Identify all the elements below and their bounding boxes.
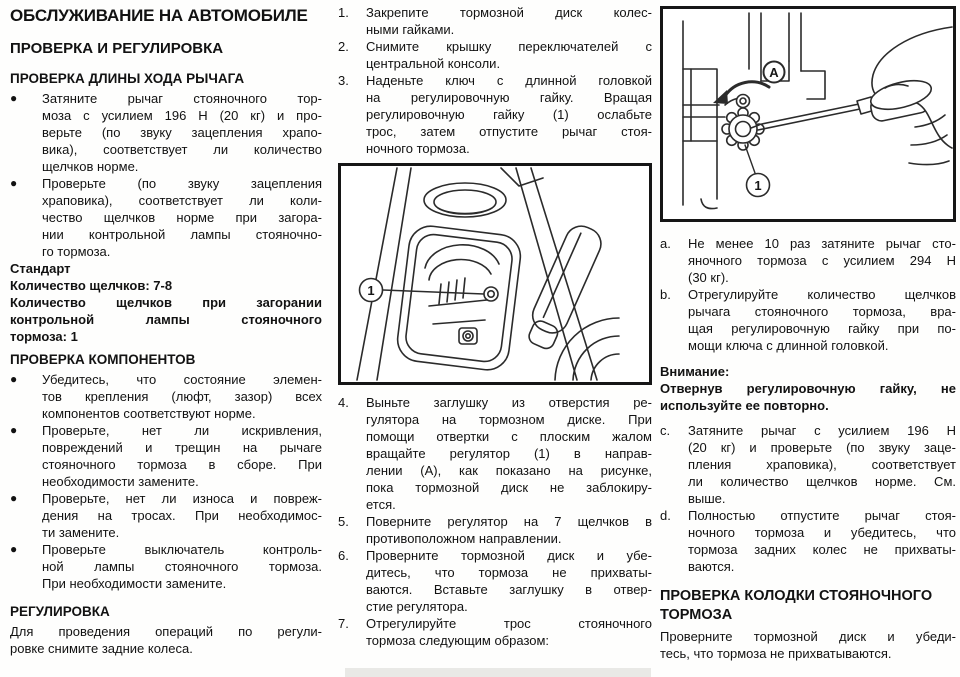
text-line: стие регулятора. (366, 599, 468, 614)
text-line: нии контрольной лампы стояночно- (42, 227, 322, 242)
hand-illustration (868, 27, 952, 165)
column-left (10, 0, 322, 657)
adjuster-line-art (663, 9, 953, 219)
text-line: пления храповика), соответствует (688, 457, 956, 472)
list-marker: 3. (338, 73, 349, 88)
step-a (660, 235, 956, 286)
text-line: тормоза задних колес не прихваты- (688, 542, 956, 557)
step-c (660, 422, 956, 507)
text-line: вращайте регулятор (1) в направ- (366, 446, 652, 461)
bullet-marker: ● (10, 91, 18, 105)
spec-click-count-lamp (10, 294, 322, 345)
bullet-marker: ● (10, 372, 18, 386)
text-line: храповика), соответствует ли коли- (42, 193, 322, 208)
text-line: регулировочную гайку (1) ослабьте (366, 107, 652, 122)
list-marker: 5. (338, 514, 349, 529)
text-line: Количество щелчков: 7-8 (10, 278, 173, 293)
adjustment-intro (10, 623, 322, 657)
text-line: тормоза следующим образом: (366, 633, 550, 648)
text-line: Поверните регулятор на 7 щелчков в (366, 514, 652, 529)
bullet-cable-wear (10, 490, 322, 541)
text-line: моза с усилием 196 Н (20 кг) и про- (42, 108, 322, 123)
text-line: Проверьте, нет ли искривления, (42, 423, 322, 438)
console-outline (357, 168, 619, 380)
column-middle (338, 0, 652, 649)
step-1 (338, 4, 652, 38)
step-6 (338, 547, 652, 615)
text-line: ПРОВЕРКА КОМПОНЕНТОВ (10, 352, 196, 367)
text-line: Убедитесь, что состояние элемен- (42, 372, 322, 387)
text-line: дитесь, что тормоза не прихваты- (366, 565, 652, 580)
text-line: Выньте заглушку из отверстия ре- (366, 395, 652, 410)
list-marker: 4. (338, 395, 349, 410)
attention-text (660, 380, 956, 414)
text-line: выше. (688, 491, 726, 506)
text-line: Не менее 10 раз затяните рычаг сто- (688, 236, 956, 251)
bullet-tighten-lever (10, 90, 322, 175)
text-line: (30 кг). (688, 270, 729, 285)
text-line: ными гайками. (366, 22, 455, 37)
section-pad-check (660, 587, 956, 625)
text-line: Снимите крышку переключателей с (366, 39, 652, 54)
text-line: Затяните рычаг с усилием 196 Н (688, 423, 956, 438)
text-line: Проверьте, нет ли износа и повреж- (42, 491, 322, 506)
pad-check-text (660, 628, 956, 662)
text-line: контрольной лампы стояночного (10, 312, 322, 327)
text-line: щелчков норме. (42, 159, 139, 174)
text-line: Проверните тормозной диск и убеди- (660, 629, 956, 644)
text-line: используйте ее повторно. (660, 398, 829, 413)
text-line: яночного тормоза с усилием 294 Н (688, 253, 956, 268)
step-5 (338, 513, 652, 547)
step-b (660, 286, 956, 354)
text-line: ровке снимите задние колеса. (10, 641, 193, 656)
text-line: необходимости замените. (42, 474, 199, 489)
text-line: Для проведения операций по регули- (10, 624, 322, 639)
step-2 (338, 38, 652, 72)
text-line: Наденьте ключ с длинной головкой (366, 73, 652, 88)
spec-click-count (10, 277, 322, 294)
figure-center-console (338, 163, 652, 385)
text-line: на регулировочную гайку. Вращая (366, 90, 652, 105)
list-marker: 7. (338, 616, 349, 631)
gear-adjuster-icon (722, 108, 764, 150)
text-line: РЕГУЛИРОВКА (10, 604, 110, 619)
text-line: ПРОВЕРКА КОЛОДКИ СТОЯНОЧНОГО (660, 588, 933, 604)
text-line: Внимание: (660, 364, 730, 379)
column-right (660, 0, 956, 662)
attention-heading (660, 363, 956, 380)
list-marker: c. (660, 423, 671, 438)
text-line: чество щелчков норме при загора- (42, 210, 322, 225)
step-3 (338, 72, 652, 157)
list-marker: b. (660, 287, 671, 302)
text-line: помощи отвертки с плоским жалом (366, 429, 652, 444)
scan-artifact (345, 668, 651, 677)
list-marker: d. (660, 508, 671, 523)
text-line: Отрегулируйте количество щелчков (688, 287, 956, 302)
text-line: ПРОВЕРКА И РЕГУЛИРОВКА (10, 40, 224, 57)
figure-brake-adjuster (660, 6, 956, 222)
console-line-art (341, 166, 649, 382)
text-line: Стандарт (10, 261, 71, 276)
text-line: тов крепления (люфт, зазор) всех (42, 389, 322, 404)
text-line: Затяните рычаг стояночного тор- (42, 91, 322, 106)
text-line: ОБСЛУЖИВАНИЕ НА АВТОМОБИЛЕ (10, 6, 308, 25)
text-line: ти замените. (42, 525, 120, 540)
text-line: ночного тормоза. (366, 141, 470, 156)
text-line: трос, затем отпустите рычаг стоя- (366, 124, 652, 139)
text-line: повреждений и трещин на рычаге (42, 440, 322, 455)
text-line: тормоза: 1 (10, 329, 78, 344)
text-line: центральной консоли. (366, 56, 501, 71)
bullet-marker: ● (10, 491, 18, 505)
subsection-components-check (10, 352, 322, 368)
step-4 (338, 394, 652, 513)
list-marker: 1. (338, 5, 349, 20)
section-check-and-adjust (10, 40, 322, 58)
text-line: Отвернув регулировочную гайку, не (660, 381, 956, 396)
text-line: лении (А), как показано на рисунке, (366, 463, 652, 478)
callout-a-label: A (769, 65, 779, 80)
text-line: вика), соответствует ли количество (42, 142, 322, 157)
callout-leader-line (383, 290, 484, 294)
text-line: ли количество щелчков норме. См. (688, 474, 956, 489)
text-line: ночного тормоза и убедитесь, что (688, 525, 956, 540)
text-line: Количество щелчков при загорании (10, 295, 322, 310)
text-line: ТОРМОЗА (660, 607, 733, 623)
text-line: го тормоза. (42, 244, 111, 259)
callout-leader-line (745, 145, 755, 173)
callout-1-label: 1 (754, 178, 762, 193)
text-line: гулятора на тормозном диске. При (366, 412, 652, 427)
text-line: ной лампы стояночного тормоза. (42, 559, 322, 574)
bullet-check-clicks-lamp (10, 175, 322, 260)
spec-standard-label (10, 260, 322, 277)
bullet-lamp-switch (10, 541, 322, 592)
subsection-lever-travel-check (10, 71, 322, 87)
bullet-marker: ● (10, 542, 18, 556)
step-d (660, 507, 956, 575)
text-line: щая регулировочную гайку при по- (688, 321, 956, 336)
list-marker: 2. (338, 39, 349, 54)
bullet-marker: ● (10, 176, 18, 190)
list-marker: a. (660, 236, 671, 251)
text-line: Проверьте выключатель контроль- (42, 542, 322, 557)
text-line: дения на тросах. При необходимос- (42, 508, 322, 523)
page-title (10, 6, 322, 26)
text-line: ваются. (688, 559, 735, 574)
text-line: ется. (366, 497, 396, 512)
text-line: стояночного тормоза в сборе. При (42, 457, 322, 472)
text-line: Отрегулируйте трос стояночного (366, 616, 652, 631)
text-line: компонентов соответствуют норме. (42, 406, 256, 421)
text-line: ПРОВЕРКА ДЛИНЫ ХОДА РЫЧАГА (10, 71, 245, 86)
text-line: мощи ключа с длинной головкой. (688, 338, 889, 353)
text-line: противоположном направлении. (366, 531, 562, 546)
text-line: пока тормозной диск не заблокиру- (366, 480, 652, 495)
text-line: тесь, что тормоза не прихватываются. (660, 646, 892, 661)
text-line: Полностью отпустите рычаг стоя- (688, 508, 956, 523)
text-line: рычага стояночного тормоза, вра- (688, 304, 956, 319)
bullet-marker: ● (10, 423, 18, 437)
step-7 (338, 615, 652, 649)
bullet-mounting-condition (10, 371, 322, 422)
section-adjustment (10, 604, 322, 620)
list-marker: 6. (338, 548, 349, 563)
text-line: (20 кг) и проверьте (по звуку заце- (688, 440, 956, 455)
text-line: верьте (по звуку зацепления храпо- (42, 125, 322, 140)
text-line: Проверните тормозной диск и убе- (366, 548, 652, 563)
callout-1-label: 1 (367, 283, 375, 298)
text-line: При необходимости замените. (42, 576, 227, 591)
text-line: ваются. Вставьте заглушку в отвер- (366, 582, 652, 597)
text-line: Закрепите тормозной диск колес- (366, 5, 652, 20)
text-line: Проверьте (по звуку зацепления (42, 176, 322, 191)
bullet-lever-damage (10, 422, 322, 490)
adjusting-nut-icon (484, 287, 498, 301)
